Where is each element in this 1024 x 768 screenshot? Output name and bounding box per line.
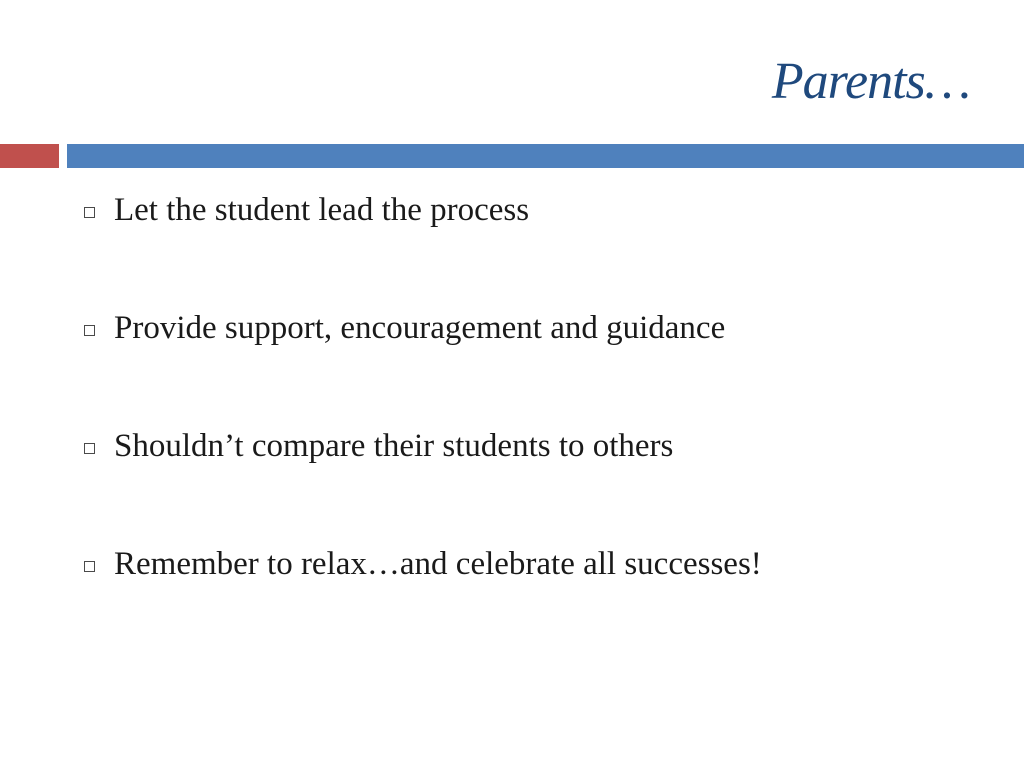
slide-title: Parents… [771, 53, 970, 110]
bullet-text: Remember to relax…and celebrate all successes! [114, 546, 762, 582]
hollow-square-icon [84, 207, 95, 218]
bullet-item [84, 190, 762, 230]
bullet-item [84, 544, 762, 584]
bullet-item [84, 308, 762, 348]
bullet-text: Provide support, encouragement and guidance [114, 310, 726, 346]
hollow-square-icon [84, 443, 95, 454]
title-rule-accent-red [0, 144, 59, 168]
bullet-list [84, 190, 762, 662]
bullet-text: Let the student lead the process [114, 192, 530, 228]
bullet-item [84, 426, 762, 466]
title-rule-accent-blue [67, 144, 1024, 168]
hollow-square-icon [84, 325, 95, 336]
hollow-square-icon [84, 561, 95, 572]
bullet-text: Shouldn’t compare their students to others [114, 428, 674, 464]
